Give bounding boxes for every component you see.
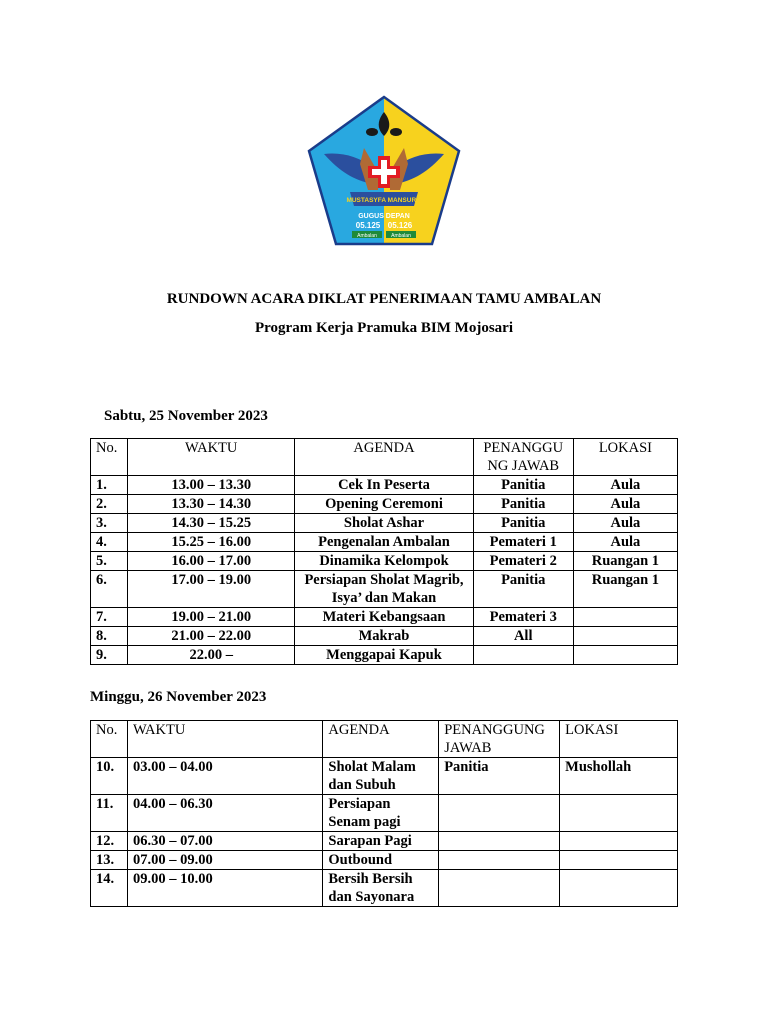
- cell-agenda: Persiapan Senam pagi: [323, 795, 439, 832]
- svg-text:05.126: 05.126: [387, 221, 413, 230]
- table-row: [91, 514, 678, 533]
- cell-waktu: 09.00 – 10.00: [127, 870, 322, 907]
- cell-no: 6.: [91, 571, 128, 608]
- cell-no: 5.: [91, 552, 128, 571]
- cell-agenda: Opening Ceremoni: [295, 495, 473, 514]
- svg-text:GUGUS DEPAN: GUGUS DEPAN: [358, 213, 410, 220]
- svg-text:MUSTASYFA MANSUR 3: MUSTASYFA MANSUR 3: [346, 197, 422, 204]
- cell-waktu: 19.00 – 21.00: [128, 608, 295, 627]
- cell-lokasi: [560, 870, 678, 907]
- cell-lokasi: [560, 795, 678, 832]
- cell-lokasi: [573, 646, 677, 665]
- cell-penanggung-jawab: Panitia: [473, 514, 573, 533]
- cell-agenda: Materi Kebangsaan: [295, 608, 473, 627]
- svg-text:Ambalan: Ambalan: [391, 233, 411, 239]
- cell-no: 2.: [91, 495, 128, 514]
- table-row: [91, 758, 678, 795]
- cell-waktu: 21.00 – 22.00: [128, 627, 295, 646]
- cell-penanggung-jawab: Panitia: [473, 476, 573, 495]
- cell-penanggung-jawab: [439, 832, 560, 851]
- col-lokasi: LOKASI: [560, 721, 678, 758]
- table-row: [91, 627, 678, 646]
- col-agenda: AGENDA: [323, 721, 439, 758]
- cell-lokasi: [560, 851, 678, 870]
- cell-penanggung-jawab: Panitia: [473, 495, 573, 514]
- table-row: [91, 646, 678, 665]
- cell-lokasi: Aula: [573, 514, 677, 533]
- cell-penanggung-jawab: Pemateri 2: [473, 552, 573, 571]
- document-subtitle: Program Kerja Pramuka BIM Mojosari: [255, 320, 513, 336]
- document-title: RUNDOWN ACARA DIKLAT PENERIMAAN TAMU AMBALAN: [166, 291, 602, 307]
- table-row: [91, 870, 678, 907]
- cell-waktu: 15.25 – 16.00: [128, 533, 295, 552]
- cell-agenda: Outbound: [323, 851, 439, 870]
- table-row: [91, 533, 678, 552]
- table-row: [91, 495, 678, 514]
- pramuka-logo: [306, 94, 462, 248]
- cell-penanggung-jawab: [439, 851, 560, 870]
- col-penanggung-jawab: PENANGGUNG JAWAB: [439, 721, 560, 758]
- cell-no: 11.: [91, 795, 128, 832]
- table-row: [91, 795, 678, 832]
- cell-waktu: 07.00 – 09.00: [127, 851, 322, 870]
- cell-agenda: Persiapan Sholat Magrib, Isya’ dan Makan: [295, 571, 473, 608]
- col-agenda: AGENDA: [295, 439, 473, 476]
- cell-agenda: Cek In Peserta: [295, 476, 473, 495]
- cell-lokasi: [560, 832, 678, 851]
- table-row: [91, 851, 678, 870]
- cell-lokasi: [573, 608, 677, 627]
- cell-waktu: 13.00 – 13.30: [128, 476, 295, 495]
- cell-lokasi: Ruangan 1: [573, 552, 677, 571]
- day1-date: Sabtu, 25 November 2023: [104, 408, 268, 424]
- col-no: No.: [91, 439, 128, 476]
- cell-penanggung-jawab: Pemateri 3: [473, 608, 573, 627]
- cell-lokasi: Aula: [573, 495, 677, 514]
- table-row: [91, 608, 678, 627]
- day2-date: Minggu, 26 November 2023: [90, 689, 267, 705]
- schedule-table-day1: [90, 438, 678, 665]
- cell-penanggung-jawab: Pemateri 1: [473, 533, 573, 552]
- svg-text:Ambalan: Ambalan: [357, 233, 377, 239]
- cell-no: 1.: [91, 476, 128, 495]
- svg-text:05.125: 05.125: [355, 221, 381, 230]
- cell-lokasi: Ruangan 1: [573, 571, 677, 608]
- cell-lokasi: Mushollah: [560, 758, 678, 795]
- cell-penanggung-jawab: Panitia: [439, 758, 560, 795]
- cell-waktu: 04.00 – 06.30: [127, 795, 322, 832]
- cell-no: 9.: [91, 646, 128, 665]
- cell-agenda: Dinamika Kelompok: [295, 552, 473, 571]
- cell-waktu: 16.00 – 17.00: [128, 552, 295, 571]
- table-header-row: [91, 721, 678, 758]
- table-row: [91, 552, 678, 571]
- cell-no: 4.: [91, 533, 128, 552]
- cell-waktu: 03.00 – 04.00: [127, 758, 322, 795]
- cell-penanggung-jawab: All: [473, 627, 573, 646]
- cell-no: 13.: [91, 851, 128, 870]
- cell-waktu: 14.30 – 15.25: [128, 514, 295, 533]
- cell-agenda: Menggapai Kapuk: [295, 646, 473, 665]
- cell-no: 3.: [91, 514, 128, 533]
- cell-agenda: Sholat Ashar: [295, 514, 473, 533]
- cell-waktu: 06.30 – 07.00: [127, 832, 322, 851]
- cell-agenda: Sarapan Pagi: [323, 832, 439, 851]
- cell-lokasi: Aula: [573, 533, 677, 552]
- cell-penanggung-jawab: [439, 870, 560, 907]
- cell-lokasi: Aula: [573, 476, 677, 495]
- table-row: [91, 832, 678, 851]
- cell-agenda: Bersih Bersih dan Sayonara: [323, 870, 439, 907]
- col-waktu: WAKTU: [128, 439, 295, 476]
- cell-agenda: Sholat Malam dan Subuh: [323, 758, 439, 795]
- table-row: [91, 476, 678, 495]
- col-no: No.: [91, 721, 128, 758]
- col-penanggung-jawab: PENANGGU NG JAWAB: [473, 439, 573, 476]
- cell-penanggung-jawab: Panitia: [473, 571, 573, 608]
- cell-penanggung-jawab: [473, 646, 573, 665]
- table-row: [91, 571, 678, 608]
- schedule-table-day2: [90, 720, 678, 907]
- col-lokasi: LOKASI: [573, 439, 677, 476]
- col-waktu: WAKTU: [127, 721, 322, 758]
- cell-no: 10.: [91, 758, 128, 795]
- cell-no: 14.: [91, 870, 128, 907]
- cell-waktu: 22.00 –: [128, 646, 295, 665]
- cell-waktu: 17.00 – 19.00: [128, 571, 295, 608]
- cell-no: 8.: [91, 627, 128, 646]
- cell-no: 7.: [91, 608, 128, 627]
- cell-no: 12.: [91, 832, 128, 851]
- cell-agenda: Makrab: [295, 627, 473, 646]
- cell-agenda: Pengenalan Ambalan: [295, 533, 473, 552]
- cell-lokasi: [573, 627, 677, 646]
- cell-waktu: 13.30 – 14.30: [128, 495, 295, 514]
- table-header-row: [91, 439, 678, 476]
- cell-penanggung-jawab: [439, 795, 560, 832]
